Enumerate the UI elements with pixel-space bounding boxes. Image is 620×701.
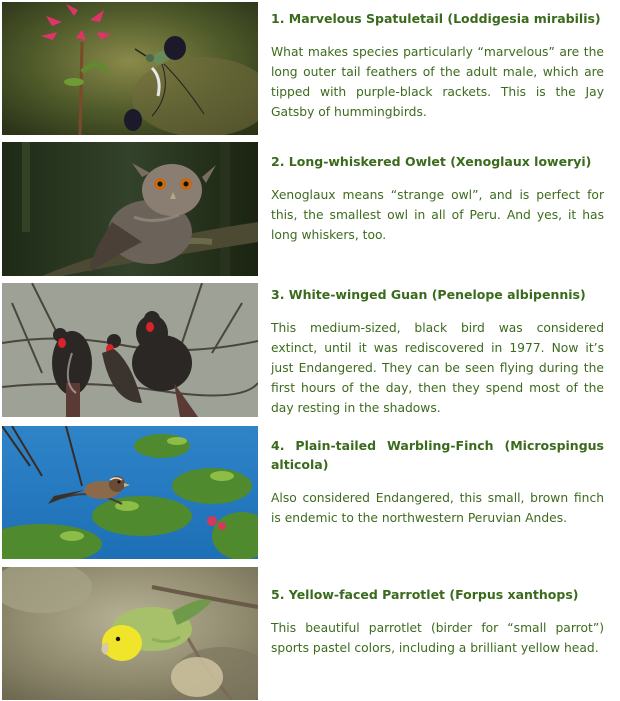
guan-photo	[2, 283, 258, 417]
bird-title: 1. Marvelous Spatuletail (Loddigesia mirabilis)	[271, 11, 601, 26]
bird-description: What makes species particularly “marvelous” are the long outer tail feathers of the adult male, which are tipped with purple-black rackets. This is the Jay Gatsby of hummingbirds.	[271, 45, 604, 119]
bird-text-3	[271, 285, 604, 418]
bird-description: Xenoglaux means “strange owl”, and is perfect for this, the smallest owl in all of Peru. And yes, it has long whiskers, too.	[271, 188, 604, 242]
bird-title: 5. Yellow-faced Parrotlet (Forpus xanthops)	[271, 587, 579, 602]
bird-title: 4. Plain-tailed Warbling-Finch (Microspingus alticola)	[271, 438, 604, 472]
owlet-photo	[2, 142, 258, 276]
hummingbird-photo	[2, 2, 258, 135]
bird-text-5	[271, 585, 604, 658]
bird-title: 2. Long-whiskered Owlet (Xenoglaux loweryi)	[271, 154, 592, 169]
bird-description: This beautiful parrotlet (birder for “small parrot”) sports pastel colors, including a brilliant yellow head.	[271, 621, 604, 655]
bird-text-4	[271, 436, 604, 528]
bird-description: Also considered Endangered, this small, brown finch is endemic to the northwestern Peruvian Andes.	[271, 491, 604, 525]
bird-text-2	[271, 152, 604, 245]
bird-title: 3. White-winged Guan (Penelope albipennis)	[271, 287, 586, 302]
finch-photo	[2, 426, 258, 559]
bird-text-1	[271, 9, 604, 122]
bird-description: This medium-sized, black bird was considered extinct, until it was rediscovered in 1977. Now it’s just Endangered. They can be seen flying during the first hours of the day, then they spend most of the day resting in the shadows.	[271, 321, 604, 415]
parrotlet-photo	[2, 567, 258, 700]
